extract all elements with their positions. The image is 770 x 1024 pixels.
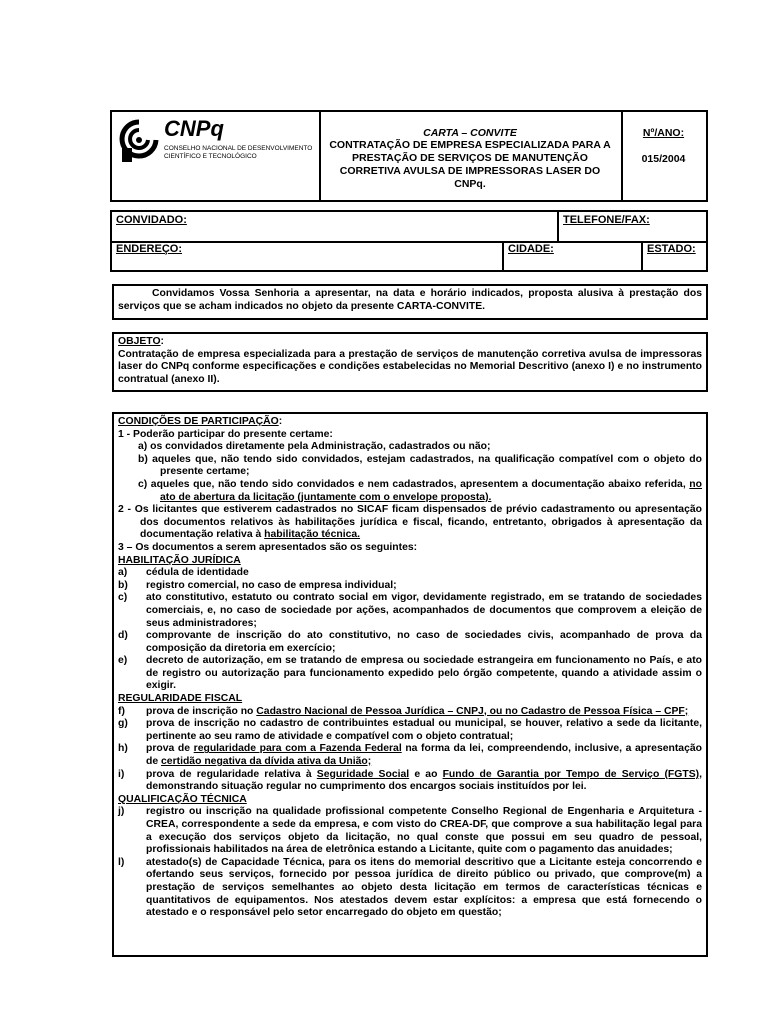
hj-a: a) cédula de identidade — [118, 567, 249, 579]
document-type: CARTA – CONVITE — [423, 127, 517, 139]
info-row-2 — [112, 241, 706, 270]
item-1a: a) os convidados diretamente pela Administração, cadastrados ou não; — [138, 441, 491, 453]
logo-name: CNPq — [164, 116, 224, 141]
number-label: Nº/ANO: — [642, 127, 685, 139]
habilitacao-juridica-title: HABILITAÇÃO JURÍDICA — [118, 554, 241, 566]
recipient-info-table — [110, 210, 708, 272]
objeto-title: OBJETO — [118, 336, 161, 347]
endereco-field[interactable]: ENDEREÇO: — [112, 241, 504, 270]
item-1: 1 - Poderão participar do presente certame: — [118, 428, 333, 440]
hj-b: b) registro comercial, no caso de empresa individual; — [118, 579, 397, 591]
logo-subtitle: CONSELHO NACIONAL DE DESENVOLVIMENTO CIENTÍFICO E TECNOLÓGICO — [164, 145, 313, 160]
convidado-field[interactable]: CONVIDADO: — [112, 212, 559, 241]
document-header — [110, 110, 708, 202]
telefone-field[interactable]: TELEFONE/FAX: — [563, 214, 650, 226]
qualificacao-tecnica-title: QUALIFICAÇÃO TÉCNICA — [118, 793, 247, 805]
conditions-box: CONDIÇÕES DE PARTICIPAÇÃO: 1 - Poderão participar do presente certame: a) os convidados diretamente pela Administração, cadastrados ou não; b) aqueles que, não tendo sido convidados, estejam cadastrados, na qualificação compatível com o objeto do presente certame; c) aqueles que, não tendo sido convidados e nem cadastrados, apresentem a documentação abaixo referida, no ato de abertura da licitação (juntamente com o envelope proposta). 2 - Os licitantes que estiverem cadastrados no SICAF ficam dispensados de prévio cadastramento ou apresentação dos documentos relativos às habilitações jurídica e fiscal, ficando, entretanto, obrigados à apresentação da documentação relativa à habilitação técnica. 3 – Os documentos a serem apresentados são os seguintes: HABILITAÇÃO JURÍDICA a) cédula de identidade b) registro comercial, no caso de empresa individual; c) ato constitutivo, estatuto ou contrato social em vigor, devidamente registrado, em se tratando de sociedades comerciais, e, no caso de sociedade por ações, acompanhados de documentos que comprovem a eleição de seus administradores; d) comprovante de inscrição do ato constitutivo, no caso de sociedades civis, acompanhado de prova da composição da diretoria em exercício; e) decreto de autorização, em se tratando de empresa ou sociedade estrangeira em funcionamento no País, e ato de registro ou autorização para funcionamento expedido pelo órgão competente, quando a atividade assim o exigir. REGULARIDADE FISCAL f) prova de inscrição no Cadastro Nacional de Pessoa Jurídica – CNPJ, ou no Cadastro de Pessoa Física – CPF; g) prova de inscrição no cadastro de contribuintes estadual ou municipal, se houver, relativo a sede da licitante, pertinente ao seu ramo de atividade e compatível com o objeto contratual; h) prova de regularidade para com a Fazenda Federal na forma da lei, compreendendo, inclusive, a apresentação de certidão negativa da dívida ativa da União; i) prova de regularidade relativa à Seguridade Social e ao Fundo de Garantia por Tempo de Serviço (FGTS), demonstrando situação regular no cumprimento dos encargos sociais instituídos por lei. QUALIFICAÇÃO TÉCNICA j) registro ou inscrição na qualidade profissional competente Conselho Regional de Engenharia e Arquitetura - CREA, correspondente a sede da empresa, e com visto do CREA-DF, que comprove a sua habilitação legal para a execução dos serviços objeto da licitação, no qual conste que possui em seu quadro de pessoal, profissionais habilitados na área de eletrônica estando a Licitante, quite com o pagamento das anuidades; l) atestado(s) de Capacidade Técnica, para os itens do memorial descritivo que a Licitante esteja concorrendo e ofertando seus serviços, fornecido por pessoa jurídica de direito público ou privado, que comprove(m) a prestação de serviços semelhantes ao objeto desta licitação em termos de características técnicas e quantitativos de equipamentos. Nos atestados devem estar explícitos: a empresa que está fornecendo o atestado e o responsável pelo setor encarregado do objeto em questão; — [112, 412, 708, 957]
rf-f: f) prova de inscrição no Cadastro Nacional de Pessoa Jurídica – CNPJ, ou no Cadastro de Pessoa Física – CPF; — [118, 705, 689, 717]
regularidade-fiscal-title: REGULARIDADE FISCAL — [118, 693, 243, 705]
hj-d: d) comprovante de inscrição do ato constitutivo, no caso de sociedades civis, acompanhado de prova da composição da diretoria em exercício; — [118, 630, 702, 654]
cidade-field[interactable]: CIDADE: — [504, 241, 643, 270]
logo-cell — [112, 112, 321, 200]
estado-field[interactable]: ESTADO: — [647, 243, 696, 255]
item-2: 2 - Os licitantes que estiverem cadastrados no SICAF ficam dispensados de prévio cadastramento ou apresentação dos documentos relativos às habilitações jurídica e fiscal, ficando, entretanto, obrigados à apresentação da documentação relativa à habilitação técnica. — [118, 504, 702, 541]
conditions-title: CONDIÇÕES DE PARTICIPAÇÃO — [118, 416, 279, 427]
rf-g: g) prova de inscrição no cadastro de contribuintes estadual ou municipal, se houver, relativo a sede da licitante, pertinente ao seu ramo de atividade e compatível com o objeto contratual; — [118, 718, 702, 742]
qt-j: j) registro ou inscrição na qualidade profissional competente Conselho Regional de Engenharia e Arquitetura - CREA, correspondente a sede da empresa, e com visto do CREA-DF, que comprove a sua habilitação legal para a execução dos serviços objeto da licitação, no qual conste que possui em seu quadro de pessoal, profissionais habilitados na área de eletrônica estando a Licitante, quite com o pagamento das anuidades; — [118, 806, 702, 856]
objeto-box: OBJETO: Contratação de empresa especializada para a prestação de serviços de manutenção corretiva avulsa de impressoras laser do CNPq conforme especificações e condições estabelecidas no Memorial Descritivo (anexo I) e no instrumento contratual (anexo II). — [112, 332, 708, 392]
info-row-1 — [112, 212, 706, 243]
rf-i: i) prova de regularidade relativa à Seguridade Social e ao Fundo de Garantia por Tempo de Serviço (FGTS), demonstrando situação regular no cumprimento dos encargos sociais instituídos por lei. — [118, 768, 702, 793]
objeto-text: Contratação de empresa especializada para a prestação de serviços de manutenção corretiva avulsa de impressoras laser do CNPq conforme especificações e condições estabelecidas no Memorial Descritivo (anexo I) e no instrumento contratual (anexo II). — [118, 348, 702, 385]
item-1b: b) aqueles que, não tendo sido convidados, estejam cadastrados, na qualificação compatível com o objeto do presente certame; — [138, 453, 702, 478]
qt-l: l) atestado(s) de Capacidade Técnica, para os itens do memorial descritivo que a Licitante esteja concorrendo e ofertando seus serviços, fornecido por pessoa jurídica de direito público ou privado, que comprove(m) a prestação de serviços semelhantes ao objeto desta licitação em termos de características técnicas e quantitativos de equipamentos. Nos atestados devem estar explícitos: a empresa que está fornecendo o atestado e o responsável pelo setor encarregado do objeto em questão; — [118, 856, 702, 919]
item-3: 3 – Os documentos a serem apresentados são os seguintes: — [118, 541, 418, 553]
hj-e: e) decreto de autorização, em se tratando de empresa ou sociedade estrangeira em funcionamento no País, e ato de registro ou autorização para funcionamento expedido pelo órgão competente, quando a atividade assim o exigir. — [118, 655, 702, 692]
number-cell — [621, 112, 706, 200]
rf-h: h) prova de regularidade para com a Fazenda Federal na forma da lei, compreendendo, inclusive, a apresentação de certidão negativa da dívida ativa da União; — [118, 743, 702, 768]
number-value: 015/2004 — [641, 153, 686, 165]
item-1c: c) aqueles que, não tendo sido convidados e nem cadastrados, apresentem a documentação abaixo referida, no ato de abertura da licitação (juntamente com o envelope proposta). — [138, 478, 702, 503]
title-cell — [319, 112, 623, 200]
invitation-text-box — [112, 284, 708, 320]
invitation-text: Convidamos Vossa Senhoria a apresentar, na data e horário indicados, proposta alusiva à prestação dos serviços que se acham indicados no objeto da presente CARTA-CONVITE. — [118, 288, 702, 312]
cnpq-logo-icon — [118, 118, 160, 164]
document-title: CONTRATAÇÃO DE EMPRESA ESPECIALIZADA PARA A PRESTAÇÃO DE SERVIÇOS DE MANUTENÇÃO CORRETIVA AVULSA DE IMPRESSORAS LASER DO CNPq. — [329, 139, 611, 190]
hj-c: c) ato constitutivo, estatuto ou contrato social em vigor, devidamente registrado, em se tratando de sociedades comerciais, e, no caso de sociedade por ações, acompanhados de documentos que comprovem a eleição de seus administradores; — [118, 592, 702, 629]
